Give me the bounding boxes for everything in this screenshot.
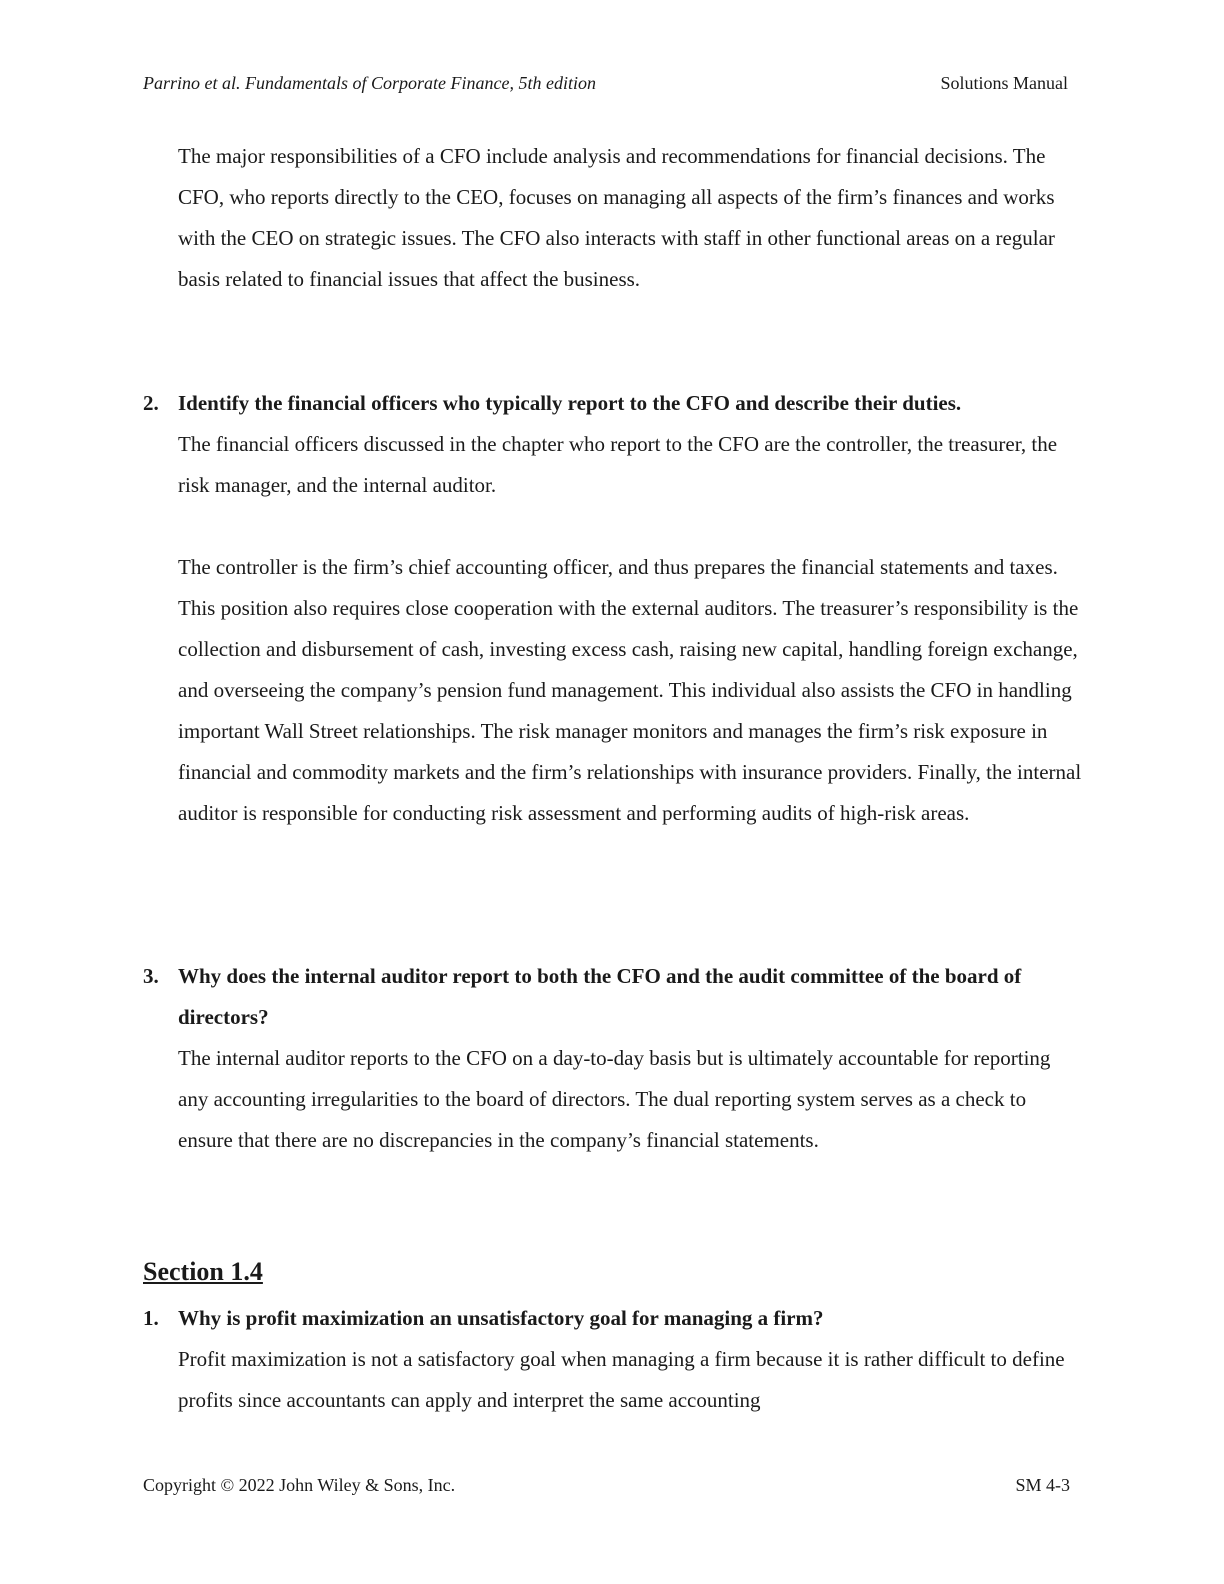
answer-paragraph: The internal auditor reports to the CFO on a day-to-day basis but is ultimately accountable for reporting any accounting irregularities to the board of directors. The dual reporting system serves as a check to ensure that there are no discrepancies in the company’s financial statements. [178,1046,1051,1152]
answer-paragraph: The controller is the firm’s chief accounting officer, and thus prepares the financial statements and taxes. This position also requires close cooperation with the external auditors. The treasurer’s responsibility is the collection and disbursement of cash, investing excess cash, raising new capital, handling foreign exchange, and overseeing the company’s pension fund management. This individual also assists the CFO in handling important Wall Street relationships. The risk manager monitors and manages the firm’s risk exposure in financial and commodity markets and the firm’s relationships with insurance providers. Finally, the internal auditor is responsible for conducting risk assessment and performing audits of high-risk areas. [178,555,1082,825]
header-manual-label: Solutions Manual [940,73,1068,93]
section-heading: Section 1.4 [143,1257,263,1286]
answer-paragraph: Profit maximization is not a satisfactory goal when managing a firm because it is rather difficult to define profits since accountants can apply and interpret the same accounting [178,1347,1065,1412]
question-number: 3. [143,964,159,988]
question-title: Why does the internal auditor report to both the CFO and the audit committee of the board of directors? [178,964,1022,1029]
section-1-4-question-1 [143,1298,1083,1421]
intro-paragraph [178,136,1078,300]
answer-paragraph: The financial officers discussed in the chapter who report to the CFO are the controller, the treasurer, the risk manager, and the internal auditor. [178,432,1058,497]
footer-copyright: Copyright © 2022 John Wiley & Sons, Inc. [143,1475,456,1495]
question-3 [143,956,1083,1161]
footer-page-number: SM 4-3 [1015,1475,1070,1495]
header-book-title: Parrino et al. Fundamentals of Corporate Finance, 5th edition [143,73,596,93]
question-2 [143,383,1083,834]
question-title: Why is profit maximization an unsatisfactory goal for managing a firm? [178,1306,824,1330]
intro-text: The major responsibilities of a CFO include analysis and recommendations for financial decisions. The CFO, who reports directly to the CEO, focuses on managing all aspects of the firm’s finances and works with the CEO on strategic issues. The CFO also interacts with staff in other functional areas on a regular basis related to financial issues that affect the business. [178,144,1055,291]
question-title: Identify the financial officers who typically report to the CFO and describe their duties. [178,391,962,415]
question-number: 1. [143,1306,159,1330]
question-number: 2. [143,391,159,415]
